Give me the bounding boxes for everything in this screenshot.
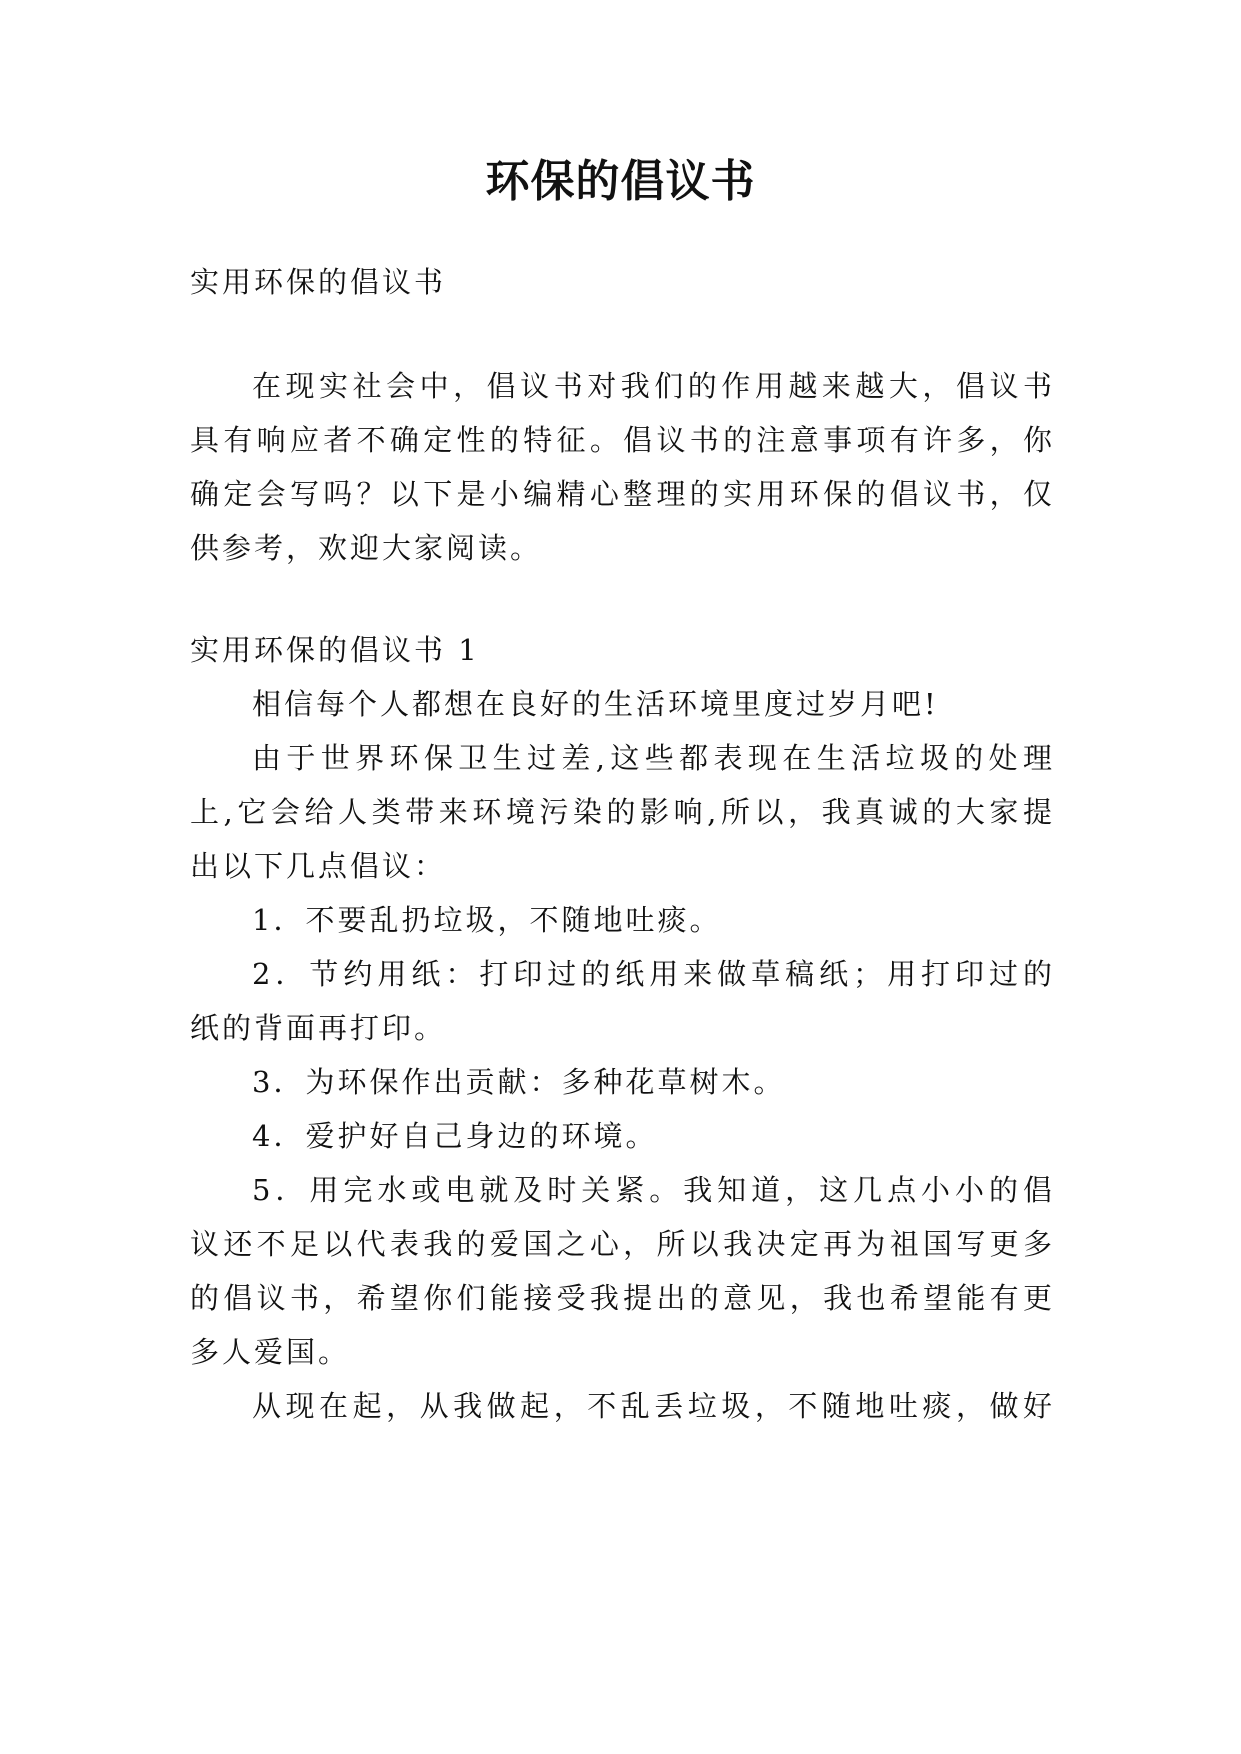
- body-line-3: 上,它会给人类带来环境污染的影响,所以，我真诚的大家提: [190, 795, 1055, 829]
- intro-line-2: 具有响应者不确定性的特征。倡议书的注意事项有许多，你: [190, 423, 1055, 457]
- intro-line-1: 在现实社会中，倡议书对我们的作用越来越大，倡议书: [252, 369, 1055, 403]
- list-item-5-line-1: 5．用完水或电就及时关紧。我知道，这几点小小的倡: [252, 1173, 1055, 1207]
- list-item-5-line-2: 议还不足以代表我的爱国之心，所以我决定再为祖国写更多: [190, 1227, 1055, 1261]
- list-item-2-line-1: 2．节约用纸：打印过的纸用来做草稿纸；用打印过的: [252, 957, 1055, 991]
- list-item-5-line-4: 多人爱国。: [190, 1335, 351, 1369]
- body-line-4: 出以下几点倡议：: [190, 849, 447, 883]
- subtitle-line: 实用环保的倡议书: [190, 265, 447, 299]
- closing-line-1: 从现在起，从我做起，不乱丢垃圾，不随地吐痰，做好: [252, 1389, 1055, 1423]
- list-item-1: 1．不要乱扔垃圾，不随地吐痰。: [252, 903, 722, 937]
- section-heading: 实用环保的倡议书 1: [190, 633, 480, 667]
- list-item-4: 4．爱护好自己身边的环境。: [252, 1119, 658, 1153]
- list-item-5-line-3: 的倡议书，希望你们能接受我提出的意见，我也希望能有更: [190, 1281, 1055, 1315]
- intro-line-3: 确定会写吗？以下是小编精心整理的实用环保的倡议书，仅: [190, 477, 1055, 511]
- intro-line-4: 供参考，欢迎大家阅读。: [190, 531, 543, 565]
- list-item-3: 3．为环保作出贡献：多种花草树木。: [252, 1065, 786, 1099]
- body-line-2: 由于世界环保卫生过差,这些都表现在生活垃圾的处理: [252, 741, 1055, 775]
- body-line-1: 相信每个人都想在良好的生活环境里度过岁月吧!: [252, 687, 939, 721]
- document-title: 环保的倡议书: [485, 156, 756, 207]
- list-item-2-line-2: 纸的背面再打印。: [190, 1011, 447, 1045]
